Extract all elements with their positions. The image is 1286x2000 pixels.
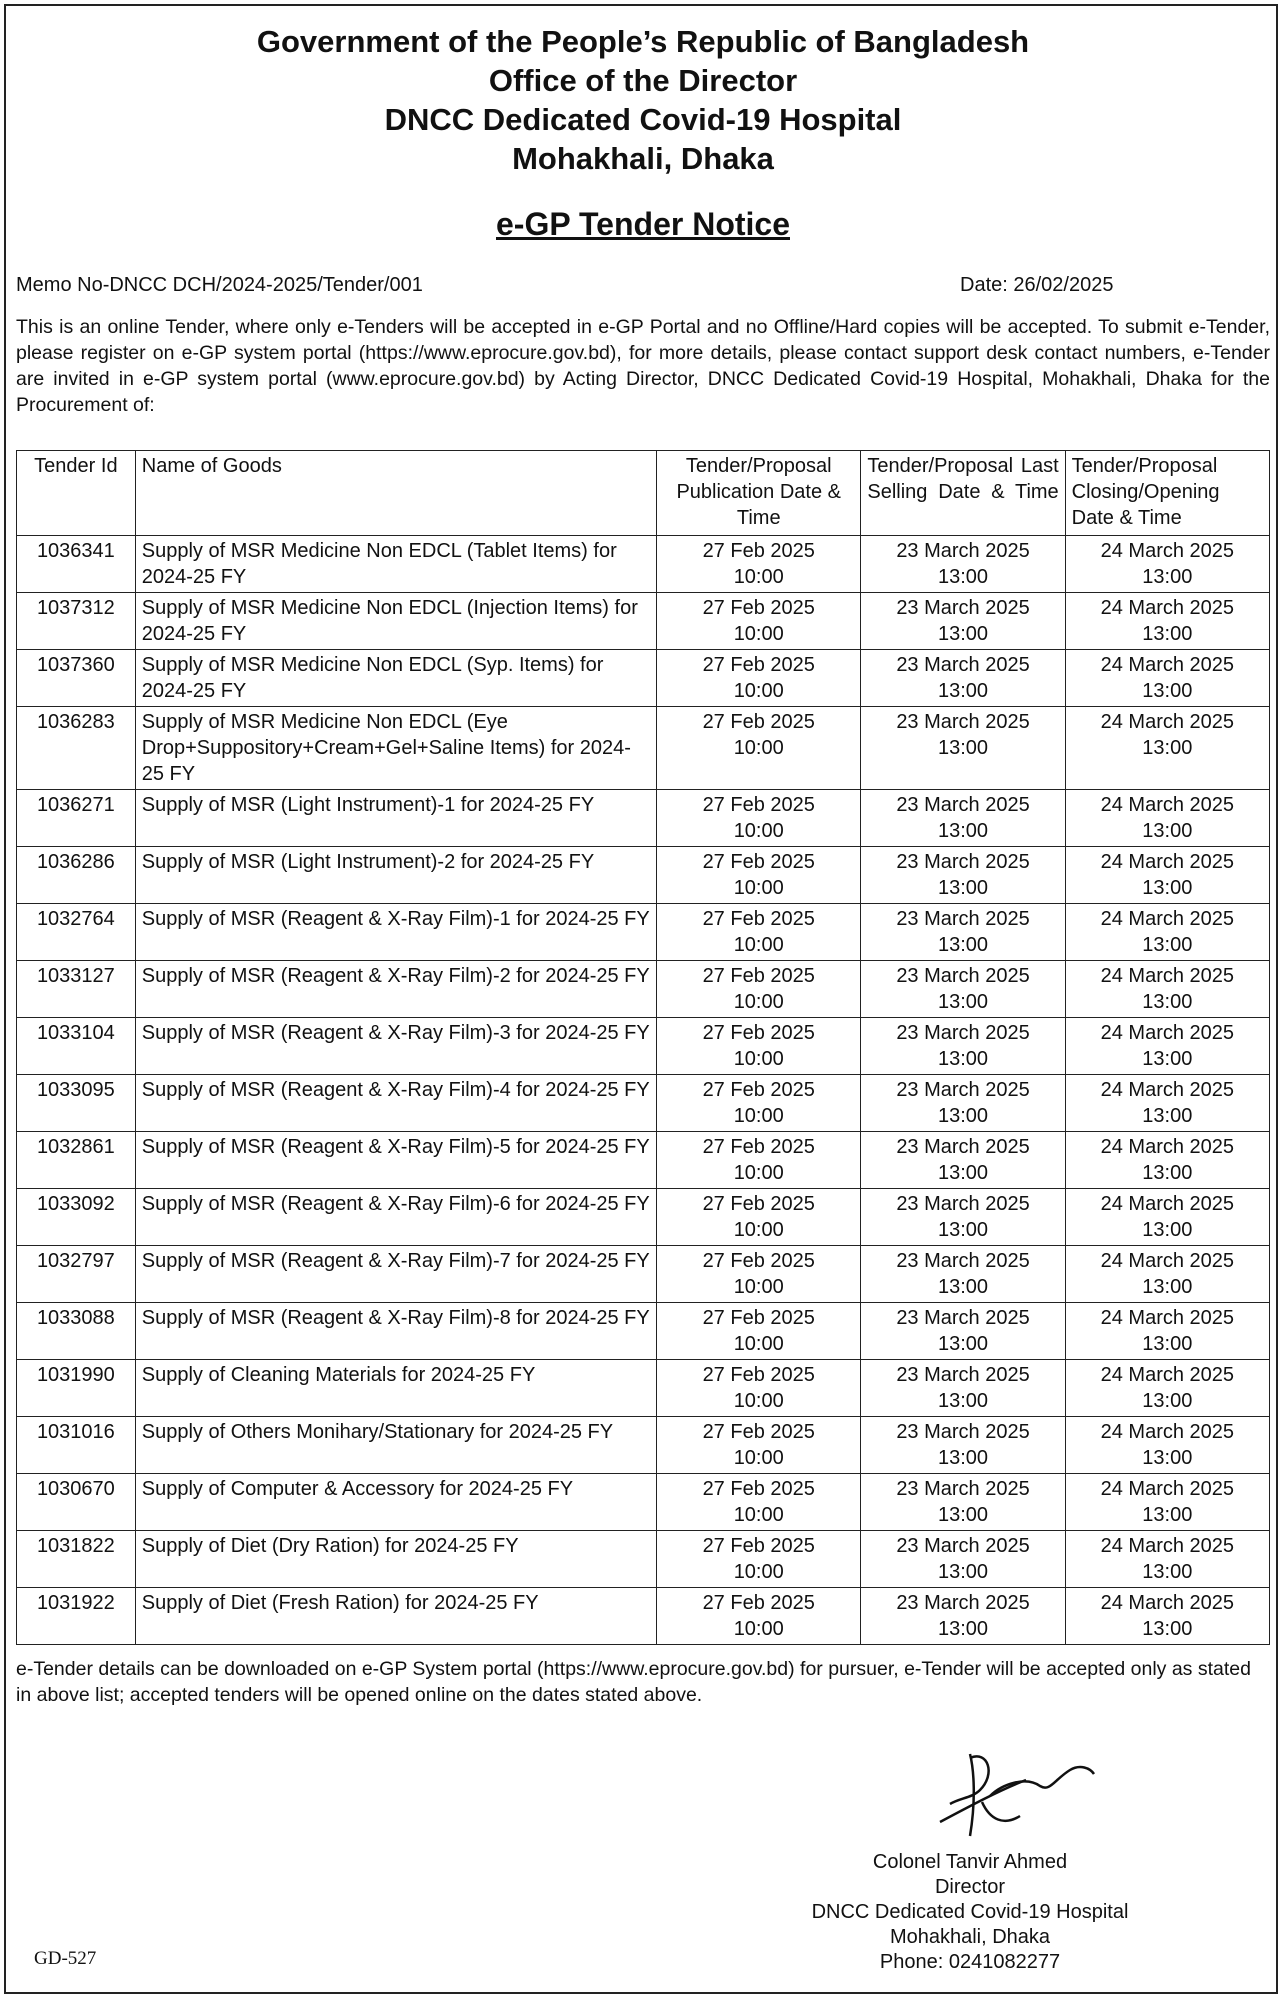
cell-publication <box>657 1018 861 1075</box>
tender-table <box>16 450 1270 1645</box>
cell-tender-id <box>17 1531 136 1588</box>
signatory-name: Colonel Tanvir Ahmed <box>872 1851 1068 1873</box>
cell-name-of-goods-line1: Supply of MSR (Reagent & X-Ray Film)-1 for 2024-25 FY <box>141 908 650 930</box>
cell-last-selling <box>861 1417 1065 1474</box>
cell-publication <box>657 847 861 904</box>
table-header-row <box>17 451 1270 536</box>
cell-publication <box>657 1531 861 1588</box>
cell-last-selling <box>861 847 1065 904</box>
cell-name-of-goods <box>135 707 656 790</box>
cell-name-of-goods <box>135 536 656 593</box>
cell-publication-line1: 27 Feb 2025 <box>702 1535 815 1557</box>
cell-publication-line1: 27 Feb 2025 <box>702 1022 815 1044</box>
cell-closing-opening-line1: 24 March 2025 <box>1100 597 1235 619</box>
cell-name-of-goods-line1: Supply of MSR Medicine Non EDCL (Tablet Items) for 2024-25 FY <box>141 540 617 588</box>
cell-name-of-goods <box>135 593 656 650</box>
cell-publication-line1: 27 Feb 2025 <box>702 711 815 733</box>
cell-last-selling-line2: 13:00 <box>937 1447 989 1469</box>
cell-publication <box>657 1189 861 1246</box>
cell-closing-opening <box>1065 1303 1269 1360</box>
cell-publication-line2: 10:00 <box>733 1447 784 1469</box>
cell-name-of-goods-line1: Supply of MSR (Light Instrument)-1 for 2024-25 FY <box>141 794 595 816</box>
cell-publication-line2: 10:00 <box>733 934 784 956</box>
cell-name-of-goods <box>135 847 656 904</box>
cell-tender-id-line1: 1036341 <box>36 540 115 562</box>
cell-name-of-goods-line1: Supply of MSR (Reagent & X-Ray Film)-7 for 2024-25 FY <box>141 1250 650 1272</box>
table-row <box>17 1303 1270 1360</box>
cell-last-selling-line2: 13:00 <box>937 1618 989 1640</box>
cell-name-of-goods-line1: Supply of MSR (Reagent & X-Ray Film)-3 for 2024-25 FY <box>141 1022 650 1044</box>
cell-publication-line2: 10:00 <box>733 1333 784 1355</box>
cell-publication <box>657 961 861 1018</box>
cell-closing-opening-line1: 24 March 2025 <box>1100 794 1235 816</box>
cell-tender-id-line1: 1036283 <box>36 711 115 733</box>
cell-closing-opening <box>1065 1132 1269 1189</box>
cell-closing-opening-line1: 24 March 2025 <box>1100 1022 1235 1044</box>
cell-name-of-goods <box>135 1132 656 1189</box>
cell-publication <box>657 904 861 961</box>
cell-last-selling <box>861 707 1065 790</box>
table-row <box>17 1588 1270 1645</box>
cell-publication-line1: 27 Feb 2025 <box>702 1079 815 1101</box>
cell-last-selling-line1: 23 March 2025 <box>896 654 1030 676</box>
cell-publication-line1: 27 Feb 2025 <box>702 965 815 987</box>
cell-closing-opening <box>1065 790 1269 847</box>
cell-closing-opening <box>1065 1018 1269 1075</box>
cell-publication <box>657 536 861 593</box>
cell-name-of-goods-line1: Supply of MSR (Reagent & X-Ray Film)-4 for 2024-25 FY <box>141 1079 650 1101</box>
table-row <box>17 1018 1270 1075</box>
cell-tender-id <box>17 1360 136 1417</box>
cell-last-selling-line2: 13:00 <box>937 1390 989 1412</box>
cell-last-selling <box>861 1189 1065 1246</box>
cell-closing-opening-line1: 24 March 2025 <box>1100 1364 1235 1386</box>
cell-name-of-goods <box>135 1189 656 1246</box>
cell-closing-opening-line2: 13:00 <box>1142 1333 1193 1355</box>
cell-publication <box>657 1303 861 1360</box>
cell-name-of-goods <box>135 1018 656 1075</box>
cell-last-selling-line1: 23 March 2025 <box>896 1364 1030 1386</box>
cell-last-selling-line2: 13:00 <box>937 934 989 956</box>
cell-closing-opening-line1: 24 March 2025 <box>1100 908 1235 930</box>
cell-closing-opening <box>1065 536 1269 593</box>
cell-tender-id-line1: 1036286 <box>36 851 115 873</box>
cell-tender-id-line1: 1037312 <box>36 597 115 619</box>
cell-publication <box>657 790 861 847</box>
cell-closing-opening-line1: 24 March 2025 <box>1100 654 1235 676</box>
signatory-title: Director <box>934 1876 1005 1898</box>
cell-publication <box>657 650 861 707</box>
cell-last-selling-line1: 23 March 2025 <box>896 1592 1030 1614</box>
cell-publication-line2: 10:00 <box>733 737 784 759</box>
cell-name-of-goods-line1: Supply of MSR Medicine Non EDCL (Eye Drop+Suppository+Cream+Gel+Saline Items) for 2024-25 FY <box>141 711 631 785</box>
cell-last-selling-line1: 23 March 2025 <box>896 1307 1030 1329</box>
cell-closing-opening-line1: 24 March 2025 <box>1100 1421 1235 1443</box>
cell-last-selling-line2: 13:00 <box>937 623 989 645</box>
cell-closing-opening-line1: 24 March 2025 <box>1100 1592 1235 1614</box>
cell-last-selling-line1: 23 March 2025 <box>896 965 1030 987</box>
cell-publication <box>657 1360 861 1417</box>
cell-name-of-goods-line1: Supply of MSR (Reagent & X-Ray Film)-6 for 2024-25 FY <box>141 1193 650 1215</box>
table-row <box>17 1132 1270 1189</box>
cell-publication-line1: 27 Feb 2025 <box>702 1592 815 1614</box>
cell-closing-opening-line2: 13:00 <box>1142 1504 1193 1526</box>
cell-publication-line1: 27 Feb 2025 <box>702 1307 815 1329</box>
cell-last-selling-line1: 23 March 2025 <box>896 711 1030 733</box>
cell-closing-opening-line2: 13:00 <box>1142 1390 1193 1412</box>
cell-publication-line1: 27 Feb 2025 <box>702 1478 815 1500</box>
cell-tender-id-line1: 1037360 <box>36 654 115 676</box>
cell-name-of-goods-line1: Supply of MSR (Reagent & X-Ray Film)-2 for 2024-25 FY <box>141 965 650 987</box>
cell-publication-line2: 10:00 <box>733 623 784 645</box>
cell-name-of-goods <box>135 961 656 1018</box>
cell-closing-opening-line1: 24 March 2025 <box>1100 1193 1235 1215</box>
cell-tender-id <box>17 1417 136 1474</box>
cell-publication-line1: 27 Feb 2025 <box>702 794 815 816</box>
cell-tender-id <box>17 1189 136 1246</box>
cell-closing-opening-line1: 24 March 2025 <box>1100 1307 1235 1329</box>
signature-image <box>930 1740 1100 1850</box>
cell-closing-opening-line1: 24 March 2025 <box>1100 965 1235 987</box>
header-publication-date: Tender/Proposal Publication Date & Time <box>657 451 861 536</box>
cell-closing-opening <box>1065 961 1269 1018</box>
cell-last-selling-line2: 13:00 <box>937 1105 989 1127</box>
cell-tender-id-line1: 1033104 <box>36 1022 115 1044</box>
cell-publication-line2: 10:00 <box>733 1561 784 1583</box>
cell-tender-id-line1: 1031922 <box>36 1592 115 1614</box>
table-row <box>17 961 1270 1018</box>
cell-name-of-goods-line1: Supply of MSR Medicine Non EDCL (Syp. Items) for 2024-25 FY <box>141 654 604 702</box>
notice-title: e-GP Tender Notice <box>496 206 790 242</box>
cell-name-of-goods-line1: Supply of Others Monihary/Stationary for 2024-25 FY <box>141 1421 614 1443</box>
intro-paragraph: This is an online Tender, where only e-Tenders will be accepted in e-GP Portal and no Offline/Hard copies will be accepted. To submit e-Tender, please register on e-GP system portal (https://www.eprocure.gov.bd), for more details, please contact support desk contact numbers, e-Tender are invited in e-GP system portal (www.eprocure.gov.bd) by Acting Director, DNCC Dedicated Covid-19 Hospital, Mohakhali, Dhaka for the Procurement of: <box>16 316 1270 416</box>
cell-last-selling-line1: 23 March 2025 <box>896 540 1030 562</box>
cell-tender-id <box>17 790 136 847</box>
cell-publication-line2: 10:00 <box>733 1219 784 1241</box>
cell-last-selling-line2: 13:00 <box>937 1276 989 1298</box>
cell-publication-line2: 10:00 <box>733 566 784 588</box>
cell-closing-opening <box>1065 1531 1269 1588</box>
cell-closing-opening-line1: 24 March 2025 <box>1100 1079 1235 1101</box>
cell-last-selling-line1: 23 March 2025 <box>896 908 1030 930</box>
cell-last-selling-line2: 13:00 <box>937 1333 989 1355</box>
table-row <box>17 1189 1270 1246</box>
cell-tender-id-line1: 1032764 <box>36 908 115 930</box>
cell-last-selling <box>861 790 1065 847</box>
table-row <box>17 593 1270 650</box>
signatory-phone: Phone: 0241082277 <box>879 1951 1061 1973</box>
cell-name-of-goods <box>135 1417 656 1474</box>
cell-tender-id <box>17 536 136 593</box>
cell-closing-opening <box>1065 1417 1269 1474</box>
cell-closing-opening <box>1065 904 1269 961</box>
cell-last-selling <box>861 593 1065 650</box>
cell-publication-line1: 27 Feb 2025 <box>702 597 815 619</box>
cell-last-selling <box>861 1132 1065 1189</box>
cell-last-selling-line2: 13:00 <box>937 737 989 759</box>
cell-publication-line1: 27 Feb 2025 <box>702 1193 815 1215</box>
cell-publication-line2: 10:00 <box>733 1048 784 1070</box>
cell-closing-opening-line2: 13:00 <box>1142 680 1193 702</box>
cell-closing-opening-line1: 24 March 2025 <box>1100 540 1235 562</box>
cell-last-selling <box>861 1474 1065 1531</box>
cell-name-of-goods <box>135 904 656 961</box>
cell-last-selling <box>861 650 1065 707</box>
cell-closing-opening <box>1065 1588 1269 1645</box>
cell-closing-opening-line2: 13:00 <box>1142 877 1193 899</box>
cell-closing-opening <box>1065 1246 1269 1303</box>
cell-closing-opening-line1: 24 March 2025 <box>1100 1136 1235 1158</box>
cell-name-of-goods-line1: Supply of MSR (Reagent & X-Ray Film)-5 for 2024-25 FY <box>141 1136 650 1158</box>
table-row <box>17 904 1270 961</box>
cell-last-selling-line2: 13:00 <box>937 991 989 1013</box>
cell-tender-id-line1: 1033095 <box>36 1079 115 1101</box>
cell-last-selling-line1: 23 March 2025 <box>896 1421 1030 1443</box>
cell-publication-line1: 27 Feb 2025 <box>702 1136 815 1158</box>
cell-closing-opening-line2: 13:00 <box>1142 1618 1193 1640</box>
tender-rows <box>17 536 1270 1645</box>
cell-closing-opening-line2: 13:00 <box>1142 820 1193 842</box>
signatory-location: Mohakhali, Dhaka <box>889 1926 1051 1948</box>
cell-last-selling-line2: 13:00 <box>937 566 989 588</box>
cell-tender-id <box>17 1075 136 1132</box>
cell-last-selling-line1: 23 March 2025 <box>896 1535 1030 1557</box>
signatory-block <box>760 1850 1180 1975</box>
cell-last-selling-line2: 13:00 <box>937 1162 989 1184</box>
cell-publication-line2: 10:00 <box>733 1162 784 1184</box>
cell-last-selling <box>861 961 1065 1018</box>
table-row <box>17 1417 1270 1474</box>
cell-tender-id-line1: 1032861 <box>36 1136 115 1158</box>
cell-tender-id <box>17 650 136 707</box>
header-last-selling-date: Tender/Proposal Last Selling Date & Time <box>861 451 1065 536</box>
cell-publication-line1: 27 Feb 2025 <box>702 1250 815 1272</box>
cell-tender-id <box>17 707 136 790</box>
cell-publication <box>657 707 861 790</box>
header-closing-opening-date: Tender/Proposal Closing/Opening Date & Time <box>1065 451 1269 536</box>
cell-closing-opening <box>1065 1474 1269 1531</box>
cell-name-of-goods-line1: Supply of Computer & Accessory for 2024-25 FY <box>141 1478 574 1500</box>
cell-last-selling <box>861 1588 1065 1645</box>
cell-name-of-goods-line1: Supply of MSR (Light Instrument)-2 for 2024-25 FY <box>141 851 595 873</box>
cell-publication <box>657 1075 861 1132</box>
cell-publication <box>657 1474 861 1531</box>
header-hospital: DNCC Dedicated Covid-19 Hospital <box>384 102 902 137</box>
cell-publication <box>657 1246 861 1303</box>
cell-last-selling-line1: 23 March 2025 <box>896 794 1030 816</box>
cell-tender-id <box>17 904 136 961</box>
table-row <box>17 1531 1270 1588</box>
cell-name-of-goods-line1: Supply of Diet (Dry Ration) for 2024-25 FY <box>141 1535 519 1557</box>
cell-publication-line2: 10:00 <box>733 1276 784 1298</box>
cell-last-selling-line2: 13:00 <box>937 1561 989 1583</box>
cell-tender-id-line1: 1036271 <box>36 794 115 816</box>
footer-paragraph: e-Tender details can be downloaded on e-GP System portal (https://www.eprocure.gov.bd) for pursuer, e-Tender will be accepted only as stated in above list; accepted tenders will be opened online on the dates stated above. <box>16 1658 1251 1706</box>
cell-tender-id <box>17 593 136 650</box>
header-name-of-goods: Name of Goods <box>135 451 656 536</box>
cell-publication <box>657 1588 861 1645</box>
cell-last-selling-line2: 13:00 <box>937 1219 989 1241</box>
form-code: GD-527 <box>34 1948 97 1969</box>
cell-publication-line2: 10:00 <box>733 820 784 842</box>
header-tender-id: Tender Id <box>17 451 136 536</box>
cell-last-selling-line1: 23 March 2025 <box>896 1022 1030 1044</box>
cell-tender-id-line1: 1033088 <box>36 1307 115 1329</box>
cell-closing-opening-line2: 13:00 <box>1142 1561 1193 1583</box>
cell-name-of-goods <box>135 1303 656 1360</box>
notice-date: Date: 26/02/2025 <box>960 274 1114 296</box>
table-row <box>17 847 1270 904</box>
cell-closing-opening-line1: 24 March 2025 <box>1100 711 1235 733</box>
cell-closing-opening-line1: 24 March 2025 <box>1100 1250 1235 1272</box>
table-row <box>17 707 1270 790</box>
cell-publication-line1: 27 Feb 2025 <box>702 654 815 676</box>
cell-name-of-goods <box>135 1588 656 1645</box>
cell-last-selling-line1: 23 March 2025 <box>896 1478 1030 1500</box>
cell-name-of-goods <box>135 650 656 707</box>
cell-name-of-goods-line1: Supply of MSR Medicine Non EDCL (Injection Items) for 2024-25 FY <box>141 597 638 645</box>
cell-publication-line1: 27 Feb 2025 <box>702 1421 815 1443</box>
cell-name-of-goods <box>135 1474 656 1531</box>
table-row <box>17 536 1270 593</box>
cell-last-selling <box>861 1075 1065 1132</box>
cell-closing-opening <box>1065 1189 1269 1246</box>
cell-last-selling-line1: 23 March 2025 <box>896 1079 1030 1101</box>
cell-closing-opening-line2: 13:00 <box>1142 991 1193 1013</box>
cell-closing-opening-line2: 13:00 <box>1142 1105 1193 1127</box>
signatory-organization: DNCC Dedicated Covid-19 Hospital <box>811 1901 1129 1923</box>
cell-tender-id <box>17 847 136 904</box>
cell-closing-opening <box>1065 707 1269 790</box>
cell-tender-id <box>17 1588 136 1645</box>
cell-name-of-goods-line1: Supply of MSR (Reagent & X-Ray Film)-8 for 2024-25 FY <box>141 1307 650 1329</box>
cell-publication-line2: 10:00 <box>733 1618 784 1640</box>
cell-last-selling-line2: 13:00 <box>937 820 989 842</box>
cell-closing-opening-line2: 13:00 <box>1142 566 1193 588</box>
cell-last-selling <box>861 1303 1065 1360</box>
cell-name-of-goods-line1: Supply of Cleaning Materials for 2024-25 FY <box>141 1364 536 1386</box>
cell-name-of-goods <box>135 1531 656 1588</box>
cell-closing-opening-line2: 13:00 <box>1142 1447 1193 1469</box>
header-government: Government of the People’s Republic of Bangladesh <box>256 24 1030 59</box>
cell-tender-id-line1: 1032797 <box>36 1250 115 1272</box>
cell-publication-line2: 10:00 <box>733 1105 784 1127</box>
cell-tender-id-line1: 1033092 <box>36 1193 115 1215</box>
cell-publication <box>657 1132 861 1189</box>
cell-last-selling <box>861 1018 1065 1075</box>
cell-publication <box>657 593 861 650</box>
cell-tender-id-line1: 1033127 <box>36 965 115 987</box>
cell-publication-line2: 10:00 <box>733 680 784 702</box>
cell-last-selling <box>861 904 1065 961</box>
cell-publication-line2: 10:00 <box>733 1390 784 1412</box>
table-row <box>17 790 1270 847</box>
cell-tender-id <box>17 961 136 1018</box>
cell-publication-line2: 10:00 <box>733 991 784 1013</box>
cell-publication-line1: 27 Feb 2025 <box>702 540 815 562</box>
cell-last-selling <box>861 1360 1065 1417</box>
cell-tender-id <box>17 1246 136 1303</box>
cell-last-selling <box>861 1246 1065 1303</box>
cell-closing-opening <box>1065 650 1269 707</box>
cell-publication-line1: 27 Feb 2025 <box>702 851 815 873</box>
cell-last-selling-line2: 13:00 <box>937 680 989 702</box>
cell-last-selling-line2: 13:00 <box>937 1504 989 1526</box>
cell-tender-id <box>17 1474 136 1531</box>
cell-closing-opening-line2: 13:00 <box>1142 1219 1193 1241</box>
cell-closing-opening <box>1065 847 1269 904</box>
cell-closing-opening-line2: 13:00 <box>1142 737 1193 759</box>
cell-closing-opening-line2: 13:00 <box>1142 1276 1193 1298</box>
cell-last-selling-line2: 13:00 <box>937 1048 989 1070</box>
cell-publication-line1: 27 Feb 2025 <box>702 1364 815 1386</box>
header-office: Office of the Director <box>488 63 798 98</box>
cell-closing-opening-line1: 24 March 2025 <box>1100 1478 1235 1500</box>
cell-closing-opening <box>1065 1360 1269 1417</box>
cell-closing-opening <box>1065 593 1269 650</box>
cell-publication-line2: 10:00 <box>733 877 784 899</box>
letterhead <box>0 22 1286 178</box>
cell-last-selling-line1: 23 March 2025 <box>896 851 1030 873</box>
cell-last-selling <box>861 1531 1065 1588</box>
cell-last-selling-line2: 13:00 <box>937 877 989 899</box>
cell-last-selling-line1: 23 March 2025 <box>896 597 1030 619</box>
cell-name-of-goods <box>135 1075 656 1132</box>
table-row <box>17 1075 1270 1132</box>
cell-closing-opening-line2: 13:00 <box>1142 1162 1193 1184</box>
table-row <box>17 1246 1270 1303</box>
cell-tender-id <box>17 1303 136 1360</box>
cell-closing-opening-line2: 13:00 <box>1142 934 1193 956</box>
cell-tender-id <box>17 1132 136 1189</box>
cell-closing-opening-line2: 13:00 <box>1142 1048 1193 1070</box>
header-location: Mohakhali, Dhaka <box>512 141 774 176</box>
cell-closing-opening-line2: 13:00 <box>1142 623 1193 645</box>
cell-tender-id-line1: 1031990 <box>36 1364 115 1386</box>
table-row <box>17 1474 1270 1531</box>
cell-last-selling-line1: 23 March 2025 <box>896 1136 1030 1158</box>
table-row <box>17 650 1270 707</box>
cell-tender-id <box>17 1018 136 1075</box>
cell-name-of-goods <box>135 790 656 847</box>
memo-number: Memo No-DNCC DCH/2024-2025/Tender/001 <box>16 274 423 296</box>
cell-closing-opening-line1: 24 March 2025 <box>1100 1535 1235 1557</box>
cell-last-selling-line1: 23 March 2025 <box>896 1193 1030 1215</box>
cell-last-selling <box>861 536 1065 593</box>
cell-name-of-goods <box>135 1246 656 1303</box>
cell-tender-id-line1: 1031016 <box>36 1421 115 1443</box>
cell-tender-id-line1: 1030670 <box>36 1478 115 1500</box>
table-row <box>17 1360 1270 1417</box>
cell-last-selling-line1: 23 March 2025 <box>896 1250 1030 1272</box>
cell-publication-line1: 27 Feb 2025 <box>702 908 815 930</box>
cell-name-of-goods-line1: Supply of Diet (Fresh Ration) for 2024-25 FY <box>141 1592 539 1614</box>
cell-name-of-goods <box>135 1360 656 1417</box>
cell-closing-opening-line1: 24 March 2025 <box>1100 851 1235 873</box>
cell-tender-id-line1: 1031822 <box>36 1535 115 1557</box>
cell-publication <box>657 1417 861 1474</box>
cell-closing-opening <box>1065 1075 1269 1132</box>
cell-publication-line2: 10:00 <box>733 1504 784 1526</box>
